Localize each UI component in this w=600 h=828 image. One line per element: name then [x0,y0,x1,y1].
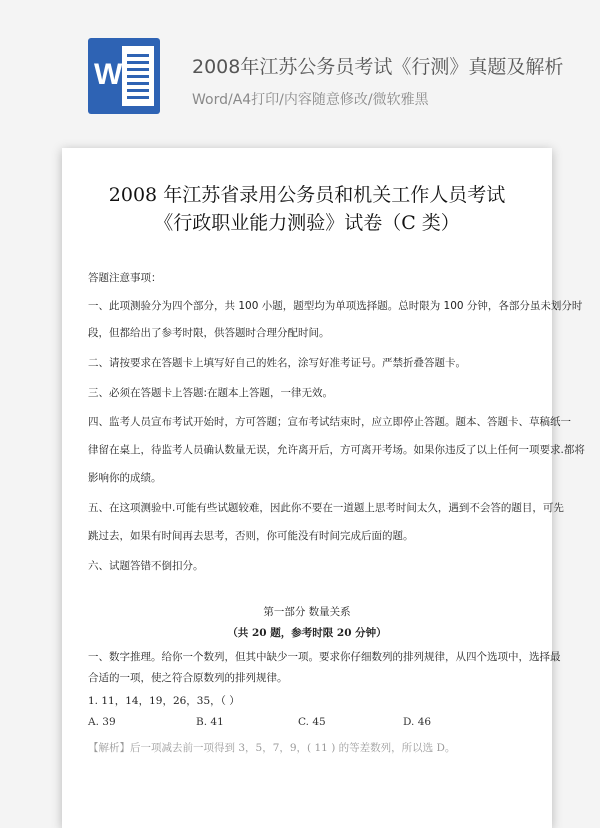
note-line: 一、此项测验分为四个部分，共 100 小题，题型均为单项选择题。总时限为 100 分钟，各部分虽未划分时 [88,300,583,312]
option-c: C. 45 [298,716,326,728]
exam-title-line1: 2008 年江苏省录用公务员和机关工作人员考试 [108,184,506,206]
note-line: 跳过去，如果有时间再去思考，否则，你可能没有时间完成后面的题。 [88,530,414,542]
document-subtitle: Word/A4打印/内容随意修改/微软雅黑 [192,92,429,108]
section-subtitle: （共 20 题，参考时限 20 分钟） [227,627,387,639]
notes-heading: 答题注意事项： [88,272,162,284]
option-d: D. 46 [403,716,432,728]
note-line: 影响你的成绩。 [88,472,162,484]
note-line: 四、监考人员宣布考试开始时，方可答题；宣布考试结束时，应立即停止答题。题本、答题卡、草稿纸一 [88,416,571,428]
option-b: B. 41 [196,716,224,728]
note-line: 六、试题答错不倒扣分。 [88,560,204,572]
option-a: A. 39 [88,716,116,728]
word-icon-page [122,46,154,106]
document-header [0,0,600,140]
section-title: 第一部分 数量关系 [263,606,351,618]
question-1: 1. 11，14，19，26，35，（ ） [88,695,240,707]
analysis-text: 【解析】后一项减去前一项得到 3，5，7，9，( 11 ) 的等差数列，所以选 D。 [88,742,456,754]
note-line: 段，但都给出了参考时限，供答题时合理分配时间。 [88,327,330,339]
intro-line: 合适的一项，使之符合原数列的排列规律。 [88,672,288,684]
note-line: 律留在桌上，待监考人员确认数量无误，允许离开后，方可离开考场。如果你违反了以上任何一项要求.都将 [88,444,585,456]
note-line: 三、必须在答题卡上答题:在题本上答题，一律无效。 [88,387,334,399]
word-document-icon [88,38,160,114]
document-title: 2008年江苏公务员考试《行测》真题及解析 [192,56,564,78]
exam-title-line2: 《行政职业能力测验》试卷（C 类） [154,212,460,234]
document-page [62,148,585,828]
word-icon-letter: W [94,58,123,91]
note-line: 二、请按要求在答题卡上填写好自己的姓名，涂写好准考证号。严禁折叠答题卡。 [88,357,466,369]
note-line: 五、在这项测验中.可能有些试题较难，因此你不要在一道题上思考时间太久，遇到不会答的题目，可先 [88,502,564,514]
intro-line: 一、数字推理。给你一个数列，但其中缺少一项。要求你仔细数列的排列规律，从四个选项中，选择最 [88,651,561,663]
